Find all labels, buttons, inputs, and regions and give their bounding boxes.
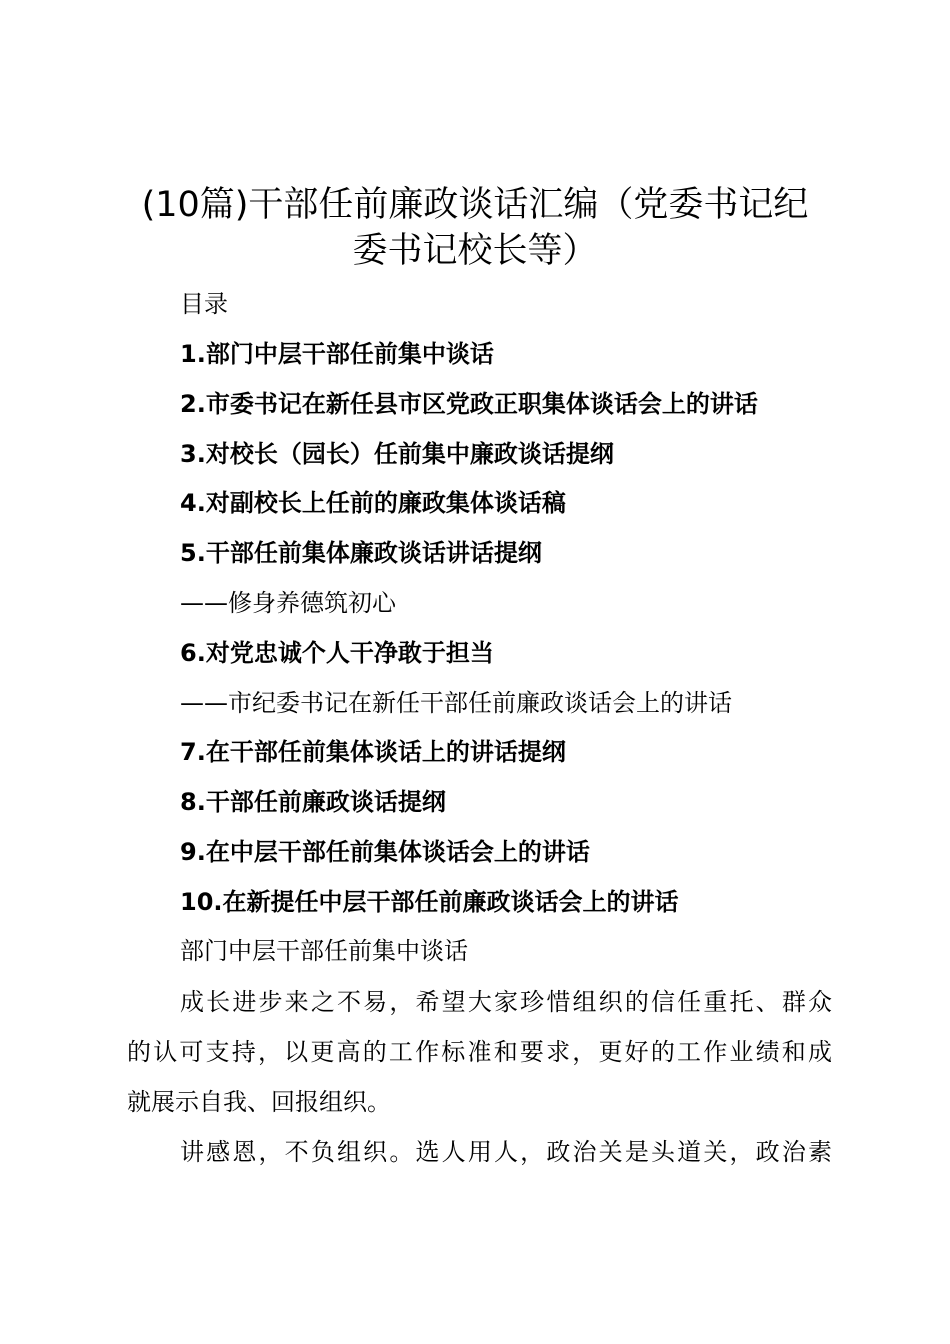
document-title — [120, 182, 830, 274]
section-heading: 部门中层干部任前集中谈话 — [180, 937, 468, 965]
title-line-1: (10篇)干部任前廉政谈话汇编（党委书记纪 — [141, 185, 809, 225]
paragraph-line: 讲感恩，不负组织。选人用人，政治关是头道关，政治素 — [180, 1138, 832, 1166]
paragraph-line: 就展示自我、回报组织。 — [127, 1088, 391, 1116]
toc-item-5: 5.干部任前集体廉政谈话讲话提纲 — [180, 539, 542, 568]
toc-item-1: 1.部门中层干部任前集中谈话 — [180, 340, 494, 368]
body-paragraph-1 — [127, 977, 832, 1127]
toc-item-3: 3.对校长（园长）任前集中廉政谈话提纲 — [180, 439, 614, 468]
toc-label: 目录 — [180, 290, 228, 318]
title-line-2: 委书记校长等） — [352, 231, 598, 271]
toc-subtitle-5: ——修身养德筑初心 — [180, 588, 396, 617]
toc-item-4: 4.对副校长上任前的廉政集体谈话稿 — [180, 489, 566, 518]
toc-item-2: 2.市委书记在新任县市区党政正职集体谈话会上的讲话 — [180, 389, 758, 418]
toc-item-8: 8.干部任前廉政谈话提纲 — [180, 788, 446, 817]
toc-item-6: 6.对党忠诚个人干净敢于担当 — [180, 638, 494, 667]
toc-item-7: 7.在干部任前集体谈话上的讲话提纲 — [180, 738, 566, 767]
toc-item-10: 10.在新提任中层干部任前廉政谈话会上的讲话 — [180, 887, 679, 916]
paragraph-line: 成长进步来之不易，希望大家珍惜组织的信任重托、群众 — [180, 988, 832, 1016]
table-of-contents — [180, 338, 758, 936]
paragraph-line: 的认可支持，以更高的工作标准和要求，更好的工作业绩和成 — [127, 1038, 832, 1066]
toc-subtitle-6: ——市纪委书记在新任干部任前廉政谈话会上的讲话 — [180, 688, 732, 717]
toc-item-9: 9.在中层干部任前集体谈话会上的讲话 — [180, 837, 590, 866]
body-paragraph-2 — [127, 1127, 832, 1177]
